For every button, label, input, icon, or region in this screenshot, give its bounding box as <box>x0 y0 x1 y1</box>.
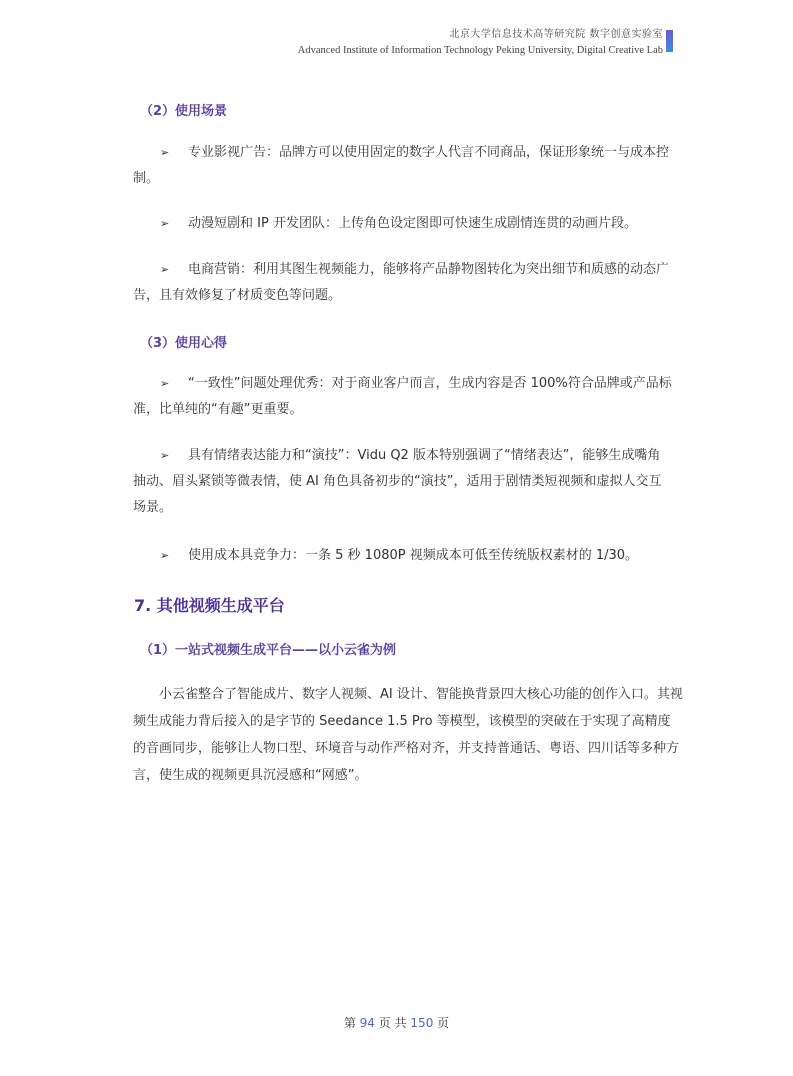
header-accent-bar <box>666 30 673 52</box>
current-page-number: 94 <box>359 1016 375 1030</box>
bullet-arrow-icon: ➢ <box>160 263 170 276</box>
body-paragraph: 小云雀整合了智能成片、数字人视频、AI 设计、智能换背景四大核心功能的创作入口。其视频生成能力背后接入的是字节的 Seedance 1.5 Pro 等模型，该模型的突破在于实现了高精度的音画同步，能够让人物口型、环境音与动作严格对齐，并支持普通话、粤语、四川话等多种方言，使生成的视频更具沉浸感和“网感”。 <box>133 687 683 783</box>
footer-middle: 页 共 <box>378 1016 407 1030</box>
header-chinese: 北京大学信息技术高等研究院 数字创意实验室 <box>449 29 663 40</box>
header-english: Advanced Institute of Information Technology Peking University, Digital Creative Lab <box>297 45 663 56</box>
bullet-arrow-icon: ➢ <box>160 146 170 159</box>
list-item: ➢ 电商营销：利用其图生视频能力，能够将产品静物图转化为突出细节和质感的动态广告，且有效修复了材质变色等问题。 <box>133 257 673 309</box>
list-item: ➢ 动漫短剧和 IP 开发团队：上传角色设定图即可快速生成剧情连贯的动画片段。 <box>133 211 673 237</box>
footer-prefix: 第 <box>343 1016 356 1030</box>
total-page-number: 150 <box>410 1016 434 1030</box>
list-item: ➢ 专业影视广告：品牌方可以使用固定的数字人代言不同商品，保证形象统一与成本控制。 <box>133 140 673 192</box>
footer-suffix: 页 <box>437 1016 450 1030</box>
list-item: ➢ 使用成本具竞争力：一条 5 秒 1080P 视频成本可低至传统版权素材的 1/30。 <box>133 543 673 569</box>
list-item: ➢ “一致性”问题处理优秀：对于商业客户而言，生成内容是否 100%符合品牌或产品标准，比单纯的“有趣”更重要。 <box>133 371 673 423</box>
bullet-arrow-icon: ➢ <box>160 217 170 230</box>
subsection-title-platform: （1）一站式视频生成平台——以小云雀为例 <box>140 643 397 658</box>
bullet-arrow-icon: ➢ <box>160 377 170 390</box>
list-item: ➢ 具有情绪表达能力和“演技”：Vidu Q2 版本特别强调了“情绪表达”，能够生成嘴角抽动、眉头紧锁等微表情，使 AI 角色具备初步的“演技”，适用于剧情类短视频和虚拟人交互场景。 <box>133 443 673 521</box>
section-title: 7. 其他视频生成平台 <box>134 596 285 615</box>
page-header <box>298 28 663 58</box>
subsection-title-experience: （3）使用心得 <box>140 336 228 351</box>
bullet-arrow-icon: ➢ <box>160 549 170 562</box>
bullet-arrow-icon: ➢ <box>160 449 170 462</box>
subsection-title-usage-scenarios: （2）使用场景 <box>140 104 228 119</box>
page-footer <box>0 1014 793 1031</box>
